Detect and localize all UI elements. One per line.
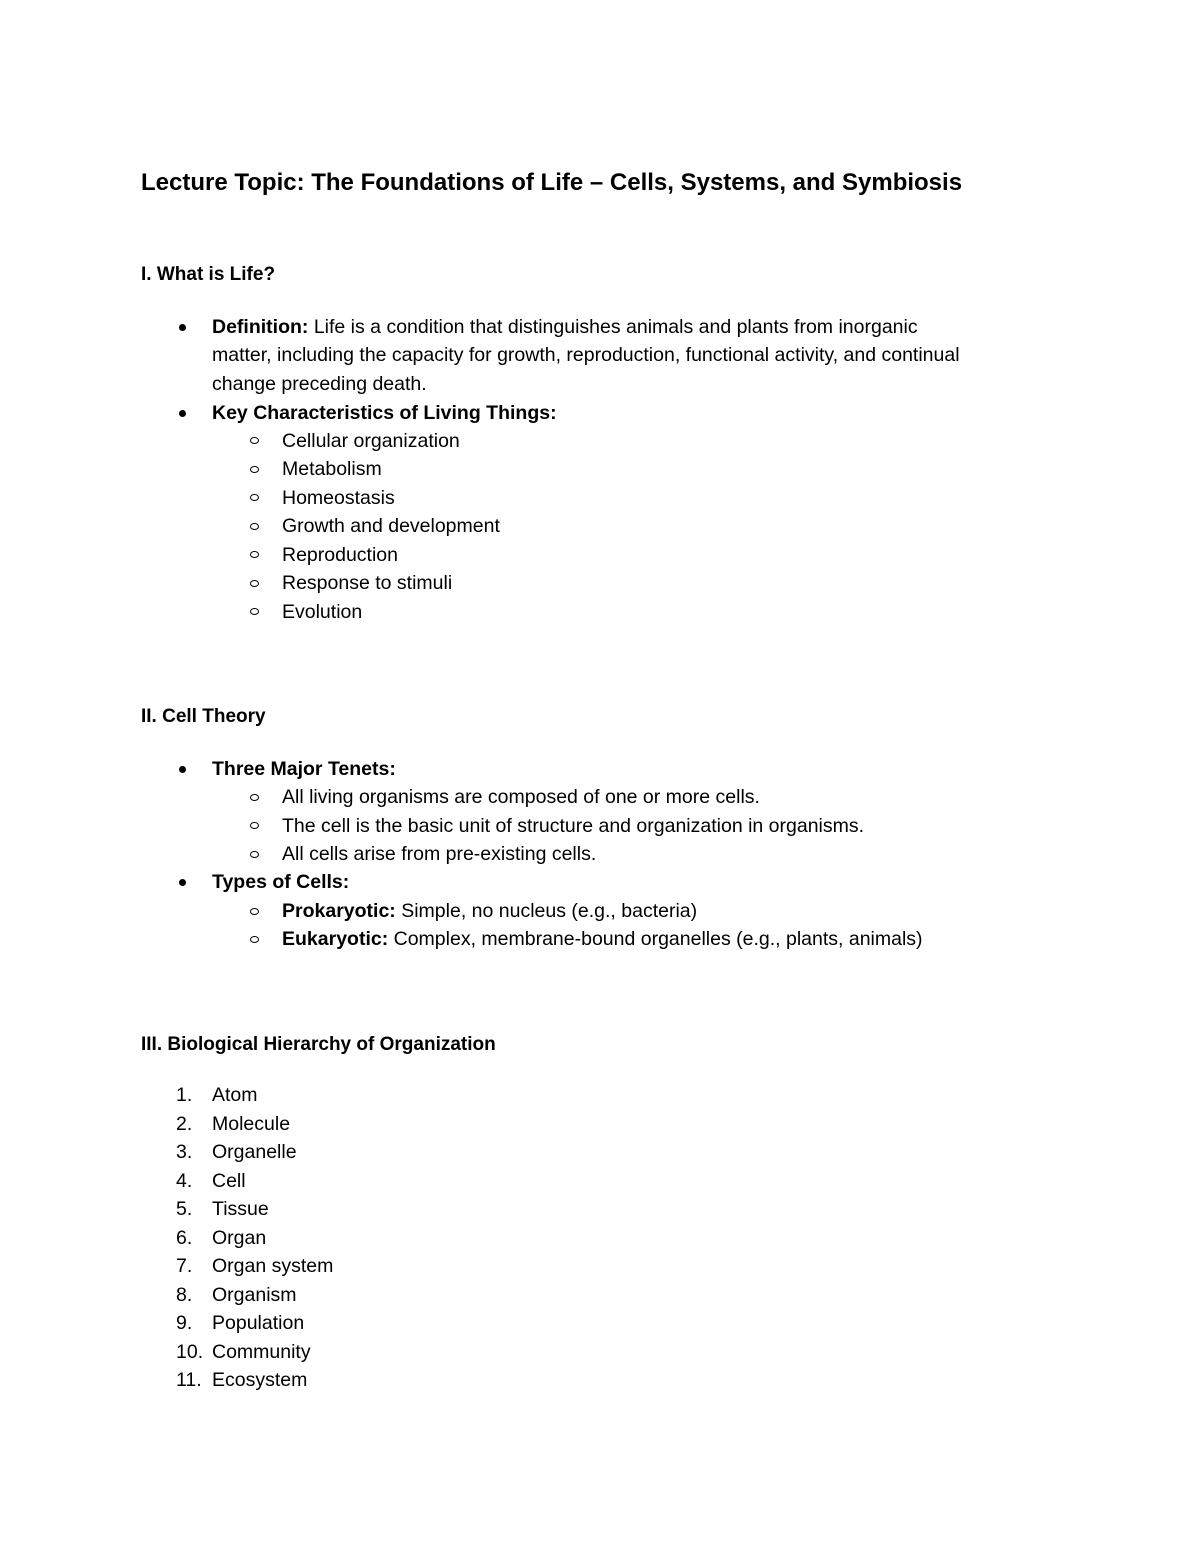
list-number: 9.	[176, 1312, 193, 1334]
bullet-circle-icon	[250, 437, 259, 444]
bullet-circle-icon	[250, 851, 259, 858]
list-item-prokaryotic: Prokaryotic: Simple, no nucleus (e.g., bacteria)	[282, 900, 698, 922]
bullet-circle-icon	[250, 551, 259, 558]
ordered-list-item: Molecule	[212, 1113, 291, 1135]
list-item-eukaryotic: Eukaryotic: Complex, membrane-bound organelles (e.g., plants, animals)	[282, 928, 923, 950]
ordered-list-item: Organism	[212, 1284, 297, 1306]
definition-line-1	[212, 313, 918, 342]
list-item: Growth and development	[282, 515, 500, 537]
bullet-circle-icon	[250, 523, 259, 530]
list-item: Metabolism	[282, 458, 382, 480]
ordered-list-item: Cell	[212, 1170, 246, 1192]
bullet-circle-icon	[250, 822, 259, 829]
definition-line-2: matter, including the capacity for growth, reproduction, functional activity, and continual	[212, 344, 960, 366]
list-number: 10.	[176, 1341, 204, 1363]
list-number: 11.	[176, 1369, 202, 1391]
definition-label: Definition:	[212, 316, 309, 338]
bullet-circle-icon	[250, 494, 259, 501]
bullet-disc-icon	[179, 324, 186, 331]
list-item: The cell is the basic unit of structure and organization in organisms.	[282, 815, 865, 837]
ordered-list-item: Community	[212, 1341, 311, 1363]
ordered-list-item: Ecosystem	[212, 1369, 308, 1391]
list-item: Response to stimuli	[282, 572, 453, 594]
bullet-circle-icon	[250, 580, 259, 587]
list-number: 4.	[176, 1170, 193, 1192]
bullet-circle-icon	[250, 794, 259, 801]
definition-line-3: change preceding death.	[212, 373, 427, 395]
section-heading-cell-theory: II. Cell Theory	[141, 706, 266, 727]
list-number: 2.	[176, 1113, 193, 1135]
section-heading-what-is-life: I. What is Life?	[141, 264, 276, 285]
list-number: 1.	[176, 1084, 193, 1106]
three-major-tenets-label: Three Major Tenets:	[212, 758, 396, 780]
list-number: 6.	[176, 1227, 193, 1249]
ordered-list-item: Tissue	[212, 1198, 269, 1220]
ordered-list-item: Organ	[212, 1227, 267, 1249]
bullet-disc-icon	[179, 766, 186, 773]
ordered-list-item: Atom	[212, 1084, 258, 1106]
ordered-list-item: Population	[212, 1312, 305, 1334]
types-of-cells-label: Types of Cells:	[212, 871, 350, 893]
list-number: 8.	[176, 1284, 193, 1306]
list-item: All cells arise from pre-existing cells.	[282, 843, 597, 865]
list-item: Evolution	[282, 601, 363, 623]
list-item: All living organisms are composed of one or more cells.	[282, 786, 760, 808]
ordered-list-item: Organelle	[212, 1141, 297, 1163]
list-item: Cellular organization	[282, 430, 460, 452]
list-number: 5.	[176, 1198, 193, 1220]
bullet-circle-icon	[250, 908, 259, 915]
list-item: Homeostasis	[282, 487, 395, 509]
list-item: Reproduction	[282, 544, 398, 566]
page-title: Lecture Topic: The Foundations of Life – Cells, Systems, and Symbiosis	[141, 169, 963, 196]
bullet-circle-icon	[250, 936, 259, 943]
section-heading-biological-hierarchy: III. Biological Hierarchy of Organization	[141, 1034, 496, 1055]
ordered-list-item: Organ system	[212, 1255, 334, 1277]
bullet-circle-icon	[250, 466, 259, 473]
list-number: 3.	[176, 1141, 193, 1163]
key-characteristics-label: Key Characteristics of Living Things:	[212, 402, 557, 424]
list-number: 7.	[176, 1255, 193, 1277]
bullet-disc-icon	[179, 879, 186, 886]
bullet-disc-icon	[179, 410, 186, 417]
bullet-circle-icon	[250, 608, 259, 615]
definition-text: Life is a condition that distinguishes animals and plants from inorganic	[313, 316, 918, 338]
